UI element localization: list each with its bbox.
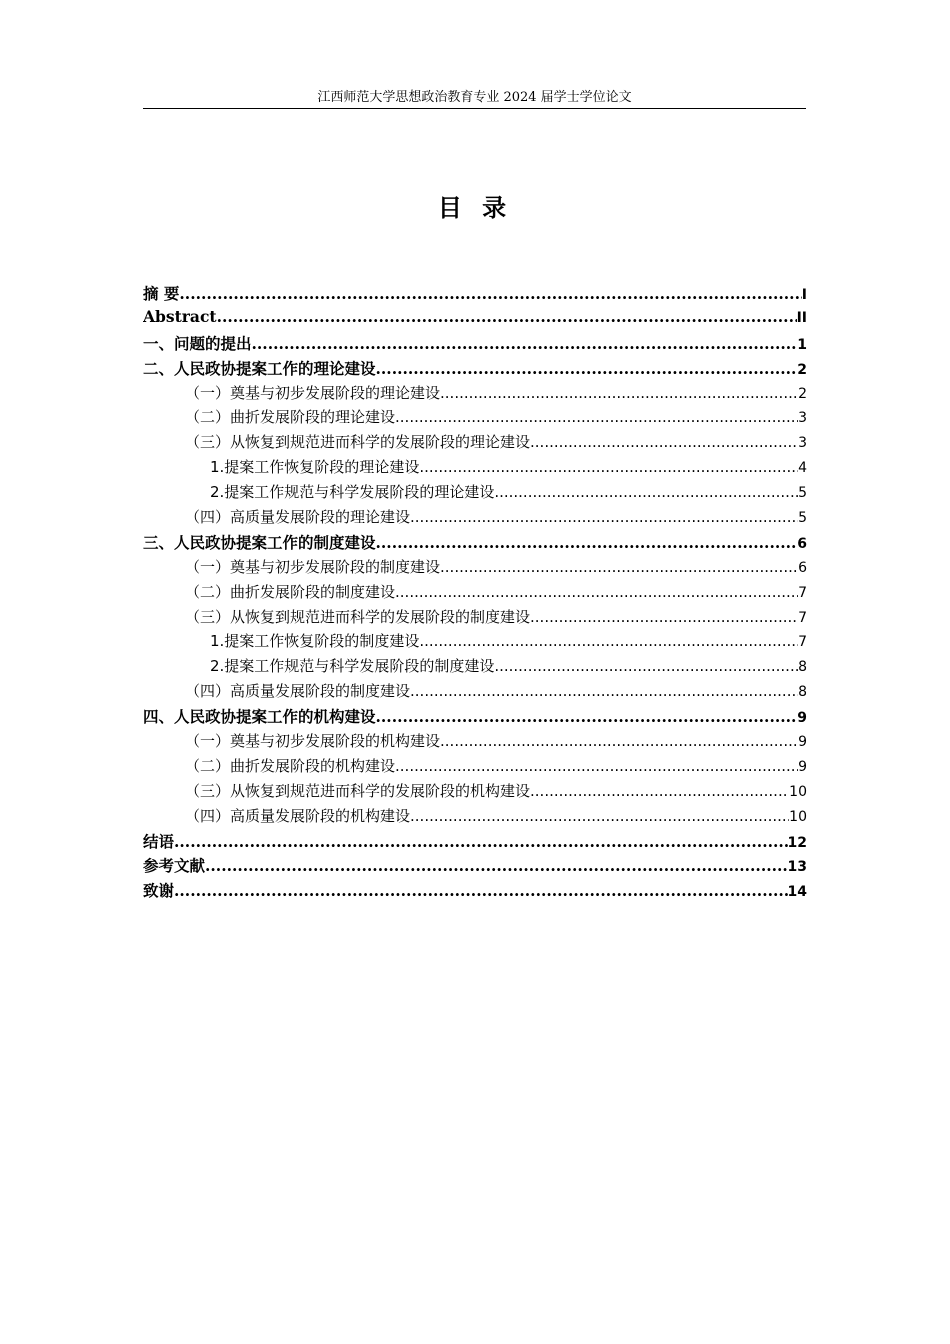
toc-entry[interactable] — [143, 879, 807, 904]
toc-entry-page-number: 7 — [798, 634, 807, 651]
toc-entry-page-number: I — [801, 287, 807, 303]
toc-entry-page-number: 10 — [789, 808, 807, 825]
toc-entry-page-number: 9 — [798, 758, 807, 775]
toc-entry-page-number: 2 — [798, 385, 807, 402]
toc-entry-label: 四、人民政协提案工作的机构建设 — [143, 707, 376, 727]
toc-entry[interactable] — [143, 506, 807, 531]
toc-entry[interactable] — [143, 680, 807, 705]
toc-entry-label: 结语 — [143, 831, 175, 851]
toc-entry-page-number: 13 — [787, 859, 807, 876]
toc-entry-page-number: II — [796, 309, 807, 326]
toc-entry-label: 一、问题的提出 — [143, 333, 252, 353]
toc-entry[interactable] — [143, 332, 807, 357]
toc-dot-leader — [376, 359, 798, 378]
toc-entry[interactable] — [143, 805, 807, 830]
toc-entry-label: （三）从恢复到规范进而科学的发展阶段的理论建设 — [185, 433, 531, 452]
toc-entry[interactable] — [143, 630, 807, 655]
toc-entry[interactable] — [143, 830, 807, 855]
toc-dot-leader — [205, 856, 788, 875]
toc-dot-leader — [530, 608, 798, 626]
toc-entry-page-number: 2 — [797, 361, 807, 378]
toc-entry[interactable] — [143, 282, 807, 307]
toc-entry-label: （四）高质量发展阶段的理论建设 — [185, 508, 411, 527]
toc-entry-label: 二、人民政协提案工作的理论建设 — [143, 358, 376, 378]
toc-entry[interactable] — [143, 556, 807, 581]
toc-dot-leader — [376, 533, 798, 552]
toc-dot-leader — [494, 483, 798, 501]
toc-entry-label: （二）曲折发展阶段的制度建设 — [185, 582, 396, 601]
toc-entry-page-number: 8 — [798, 659, 807, 676]
toc-entry-page-number: 8 — [798, 684, 807, 701]
toc-dot-leader — [419, 632, 798, 650]
toc-entry-page-number: 7 — [798, 609, 807, 626]
page-title: 目 录 — [437, 194, 513, 222]
toc-entry-label: 参考文献 — [143, 856, 206, 876]
toc-entry-page-number: 4 — [798, 460, 807, 477]
toc-entry-label: （四）高质量发展阶段的机构建设 — [185, 806, 411, 825]
toc-entry[interactable] — [143, 531, 807, 556]
toc-dot-leader — [252, 334, 798, 353]
toc-entry-label: 摘 要 — [143, 284, 180, 303]
toc-entry[interactable] — [143, 406, 807, 431]
toc-entry[interactable] — [143, 755, 807, 780]
toc-dot-leader — [440, 384, 798, 402]
toc-entry-page-number: 14 — [787, 884, 807, 901]
toc-dot-leader — [376, 707, 798, 726]
toc-dot-leader — [395, 408, 798, 426]
toc-entry[interactable] — [143, 456, 807, 481]
toc-entry-page-number: 5 — [798, 485, 807, 502]
toc-entry-label: （四）高质量发展阶段的制度建设 — [185, 682, 411, 701]
toc-entry-page-number: 3 — [798, 435, 807, 452]
toc-entry[interactable] — [143, 780, 807, 805]
toc-entry-page-number: 1 — [797, 336, 807, 353]
toc-dot-leader — [440, 558, 798, 576]
toc-entry[interactable] — [143, 431, 807, 456]
toc-entry-label: 1.提案工作恢复阶段的理论建设 — [210, 458, 420, 477]
toc-entry[interactable] — [143, 357, 807, 382]
toc-entry[interactable] — [143, 730, 807, 755]
toc-entry-page-number: 6 — [798, 559, 807, 576]
page-header: 江西师范大学思想政治教育专业 2024 届学士学位论文 — [317, 90, 632, 105]
toc-entry[interactable] — [143, 307, 807, 332]
toc-entry-label: （一）奠基与初步发展阶段的制度建设 — [185, 557, 441, 576]
toc-entry-label: （二）曲折发展阶段的机构建设 — [185, 756, 396, 775]
toc-entry-label: （一）奠基与初步发展阶段的理论建设 — [185, 383, 441, 402]
toc-entry[interactable] — [143, 581, 807, 606]
toc-dot-leader — [174, 881, 788, 900]
toc-dot-leader — [179, 284, 801, 303]
toc-entry-page-number: 9 — [798, 734, 807, 751]
toc-dot-leader — [395, 757, 798, 775]
toc-entry-label: （三）从恢复到规范进而科学的发展阶段的机构建设 — [185, 781, 531, 800]
toc-entry[interactable] — [143, 481, 807, 506]
toc-entry-label: （一）奠基与初步发展阶段的机构建设 — [185, 732, 441, 751]
toc-entry-label: 1.提案工作恢复阶段的制度建设 — [210, 632, 420, 651]
toc-entry-page-number: 3 — [798, 410, 807, 427]
header-divider — [143, 108, 806, 109]
toc-dot-leader — [217, 307, 797, 326]
toc-dot-leader — [395, 583, 798, 601]
toc-dot-leader — [530, 433, 798, 451]
toc-entry-label: 致谢 — [143, 881, 175, 901]
toc-entry-page-number: 12 — [787, 834, 807, 851]
toc-entry-label: 2.提案工作规范与科学发展阶段的理论建设 — [210, 483, 495, 502]
toc-dot-leader — [419, 458, 798, 476]
toc-entry[interactable] — [143, 382, 807, 407]
toc-dot-leader — [410, 508, 798, 526]
toc-entry-page-number: 9 — [797, 710, 807, 727]
toc-entry-page-number: 5 — [798, 510, 807, 527]
toc-dot-leader — [410, 807, 789, 825]
toc-dot-leader — [440, 732, 798, 750]
toc-dot-leader — [410, 682, 798, 700]
toc-entry-label: （三）从恢复到规范进而科学的发展阶段的制度建设 — [185, 607, 531, 626]
toc-entry-label: 2.提案工作规范与科学发展阶段的制度建设 — [210, 657, 495, 676]
toc-entry-page-number: 7 — [798, 584, 807, 601]
toc-entry-label: （二）曲折发展阶段的理论建设 — [185, 408, 396, 427]
toc-entry-page-number: 10 — [789, 783, 807, 800]
toc-dot-leader — [174, 832, 788, 851]
table-of-contents — [143, 282, 807, 904]
toc-entry[interactable] — [143, 705, 807, 730]
toc-dot-leader — [530, 782, 789, 800]
toc-dot-leader — [494, 657, 798, 675]
toc-entry-label: Abstract — [143, 306, 217, 326]
toc-entry-page-number: 6 — [797, 535, 807, 552]
toc-entry[interactable] — [143, 606, 807, 631]
toc-entry[interactable] — [143, 854, 807, 879]
toc-entry[interactable] — [143, 655, 807, 680]
toc-entry-label: 三、人民政协提案工作的制度建设 — [143, 532, 376, 552]
